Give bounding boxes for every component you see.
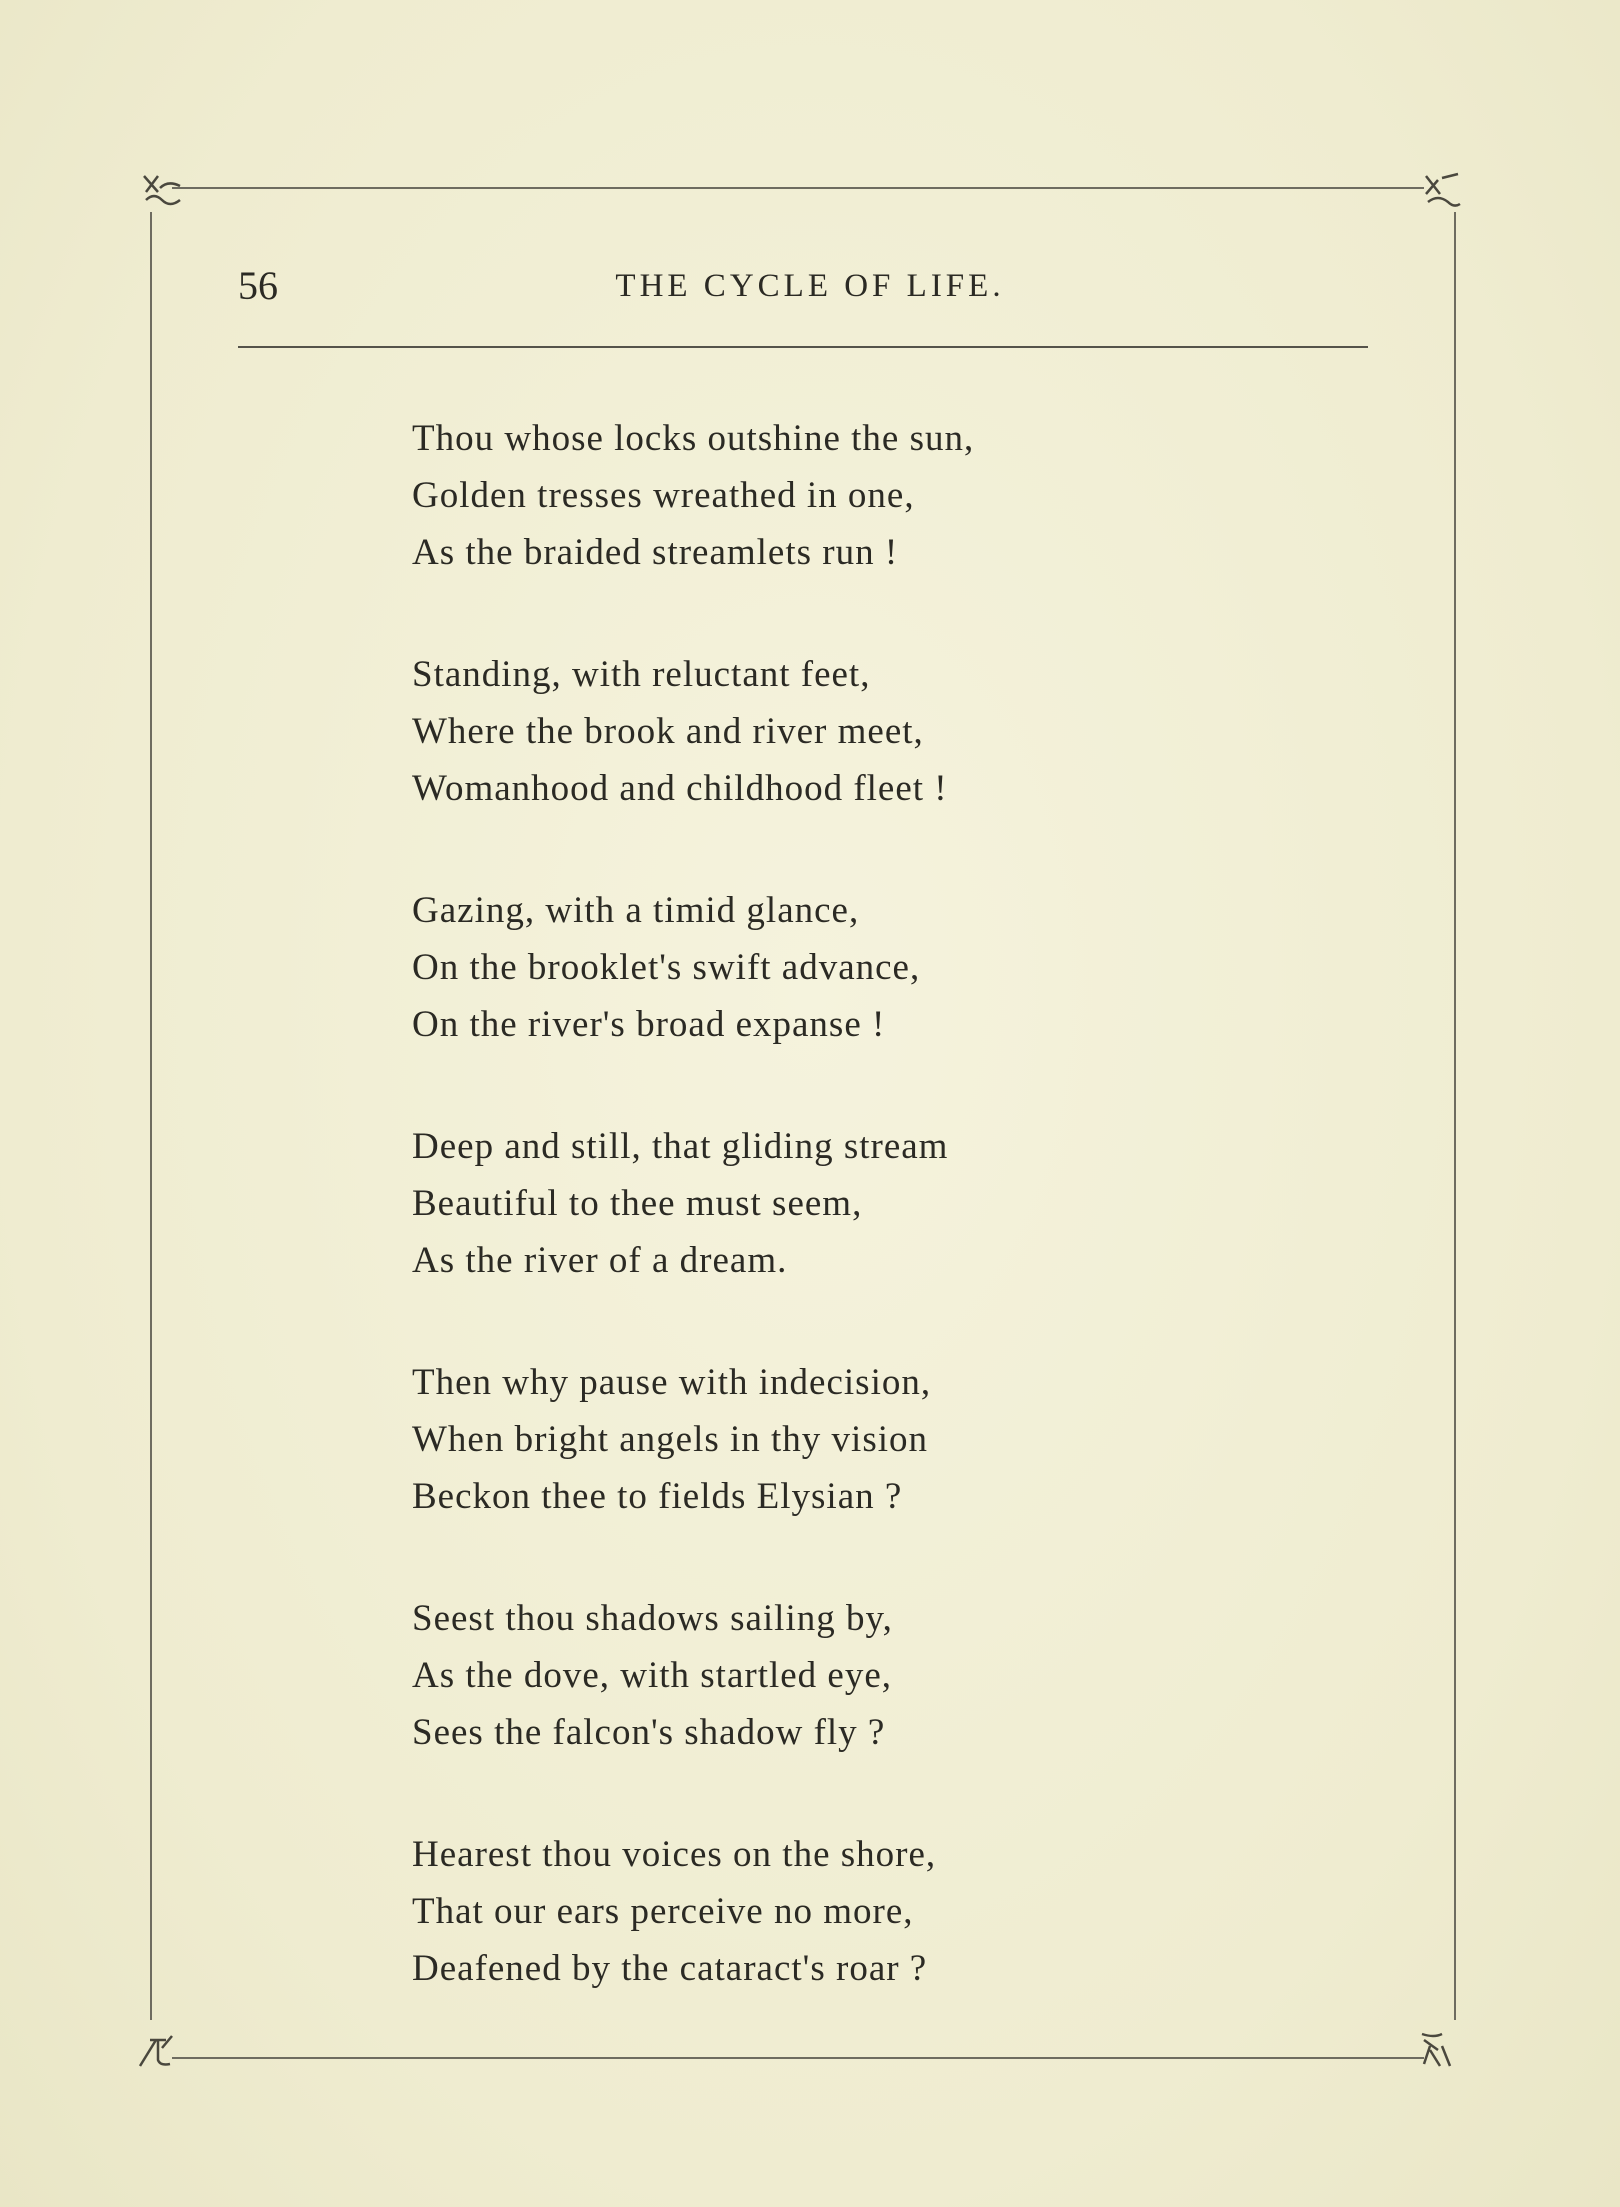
- poem-line: As the dove, with startled eye,: [412, 1655, 893, 1696]
- corner-flourish-icon: [136, 2026, 182, 2072]
- poem-line: When bright angels in thy vision: [412, 1419, 929, 1460]
- header-rule: [238, 346, 1368, 348]
- frame-left-rule: [150, 212, 152, 2020]
- stanza: [412, 1354, 1312, 1525]
- poem-line: That our ears perceive no more,: [412, 1891, 914, 1932]
- poem-line: Standing, with reluctant feet,: [412, 654, 871, 695]
- poem-line: As the braided streamlets run !: [412, 532, 899, 573]
- poem-line: On the river's broad expanse !: [412, 1004, 886, 1045]
- stanza: [412, 882, 1312, 1053]
- poem-line: Golden tresses wreathed in one,: [412, 475, 915, 516]
- stanza: [412, 410, 1312, 581]
- poem-line: On the brooklet's swift advance,: [412, 947, 921, 988]
- poem-line: Deafened by the cataract's roar ?: [412, 1948, 928, 1989]
- poem-line: Womanhood and childhood fleet !: [412, 768, 948, 809]
- frame-top-rule: [172, 187, 1424, 189]
- poem-line: Where the brook and river meet,: [412, 711, 924, 752]
- corner-flourish-icon: [1418, 170, 1464, 216]
- running-head: THE CYCLE OF LIFE.: [615, 268, 1005, 304]
- poem-line: Seest thou shadows sailing by,: [412, 1598, 893, 1639]
- stanza: [412, 1118, 1312, 1289]
- stanza: [412, 1826, 1312, 1997]
- stanza: [412, 646, 1312, 817]
- page-number: 56: [238, 263, 278, 308]
- poem-line: Gazing, with a timid glance,: [412, 890, 860, 931]
- corner-flourish-icon: [140, 170, 186, 216]
- poem-body: [412, 410, 1312, 2062]
- poem-line: Beautiful to thee must seem,: [412, 1183, 863, 1224]
- poem-line: Thou whose locks outshine the sun,: [412, 418, 975, 459]
- poem-line: Hearest thou voices on the shore,: [412, 1834, 937, 1875]
- poem-line: As the river of a dream.: [412, 1240, 788, 1281]
- poem-line: Sees the falcon's shadow fly ?: [412, 1712, 886, 1753]
- frame-right-rule: [1454, 212, 1456, 2020]
- poem-line: Beckon thee to fields Elysian ?: [412, 1476, 903, 1517]
- poem-line: Deep and still, that gliding stream: [412, 1126, 949, 1167]
- poem-line: Then why pause with indecision,: [412, 1362, 932, 1403]
- stanza: [412, 1590, 1312, 1761]
- corner-flourish-icon: [1412, 2026, 1458, 2072]
